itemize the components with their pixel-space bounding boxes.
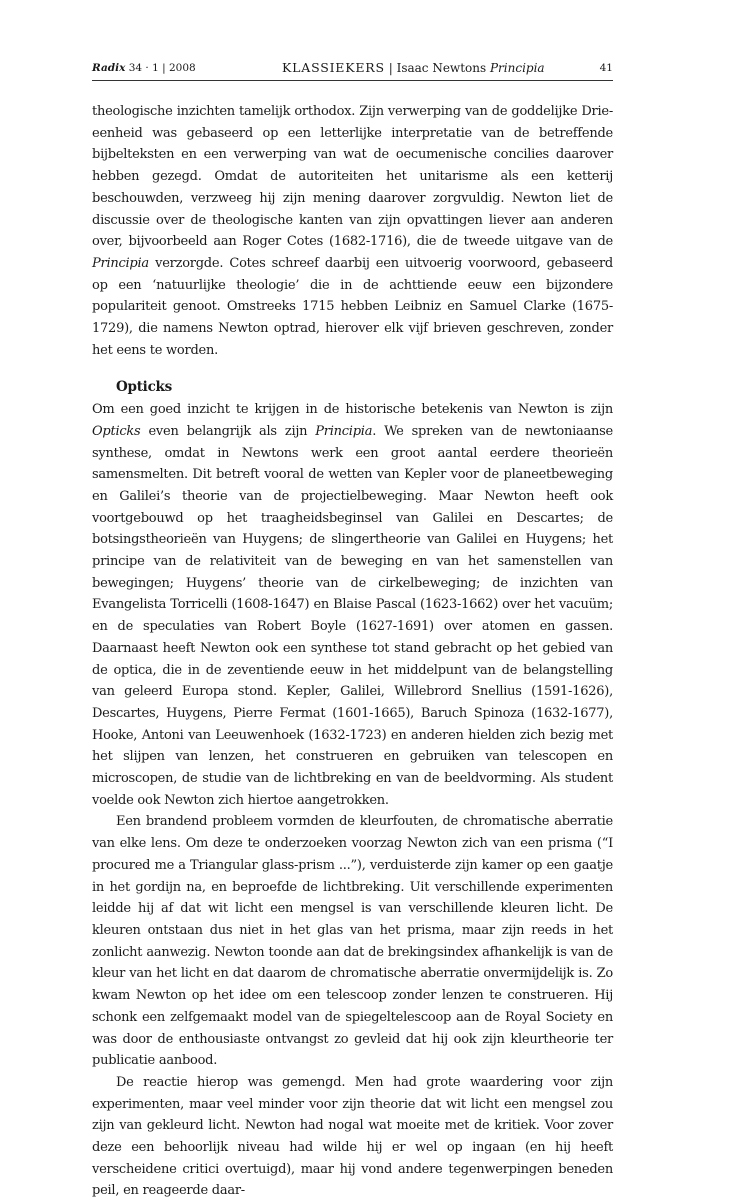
journal-name: Radix [92,62,126,74]
paragraph [92,399,613,811]
header-separator: | [388,61,393,75]
article-subtitle: Isaac Newtons [396,61,487,75]
page-number: 41 [599,62,613,74]
italic-title: Principia [315,423,373,439]
paragraph-text: even belangrijk als zijn [140,423,316,439]
paragraph-text: verzorgde. Cotes schreef daarbij een uitvoerig voorwoord, gebaseerd op een ‘natuurlijke theologie’ die in de achttiende eeuw een bijzondere populariteit genoot. Omstreeks 1715 hebben Leibniz en Samuel Clarke (1675-1729), die namens Newton optrad, hierover elk vijf brieven geschreven, zonder het eens te worden. [92,255,613,358]
section-title [282,60,545,75]
section-heading: Opticks [116,379,172,396]
article-subtitle-italic: Principia [489,61,545,75]
italic-title: Principia [92,255,149,271]
paragraph: De reactie hierop was gemengd. Men had grote waardering voor zijn experimenten, maar veel minder voor zijn theorie dat wit licht een mengsel zou zijn van gekleurd licht. Newton had nogal wat moeite met de kritiek. Voor zover deze een behoorlijk niveau had wilde hij er wel op ingaan (en hij heeft verscheidene critici overtuigd), maar hij vond andere tegenwerpingen beneden peil, en reageerde daar- [92,1074,613,1199]
paragraph-text: theologische inzichten tamelijk orthodox. Zijn verwerping van de goddelijke Drie-eenheid was gebaseerd op een letterlijke interpretatie van de betreffende bijbelteksten en een verwerping van wat de oecumenische concilies daarover hebben gezegd. Omdat de autoriteiten het unitarisme als een ketterij beschouwden, verzweeg hij zijn mening daarover zorgvuldig. Newton liet de discussie over de theologische kanten van zijn opvattingen liever aan anderen over, bijvoorbeeld aan Roger Cotes (1682-1716), die de tweede uitgave van de [92,104,613,250]
journal-issue: 34 · 1 | 2008 [128,62,196,74]
running-header [92,60,613,78]
paragraph [92,101,613,361]
paragraph-text: Om een goed inzicht te krijgen in de historische betekenis van Newton is zijn [92,402,613,418]
italic-title: Opticks [92,423,141,439]
journal-citation [92,62,196,74]
paragraph-text: . We spreken van de newtoniaanse synthese, omdat in Newtons werk een groot aantal eerdere theorieën samensmelten. Dit betreft vooral de wetten van Kepler voor de planeetbeweging en Galilei’s theorie van de projectielbeweging. Maar Newton heeft ook voortgebouwd op het traagheidsbeginsel van Galilei en Descartes; de botsingstheorieën van Huygens; de slingertheorie van Galilei en Huygens; het principe van de relativiteit van de beweging en van het samenstellen van bewegingen; Huygens’ theorie van de cirkelbeweging; de inzichten van Evangelista Torricelli (1608-1647) en Blaise Pascal (1623-1662) over het vacuüm; en de speculaties van Robert Boyle (1627-1691) over atomen en gassen. Daarnaast heeft Newton ook een synthese tot stand gebracht op het gebied van de optica, die in de zeventiende eeuw in het middelpunt van de belangstelling van geleerd Europa stond. Kepler, Galilei, Willebrord Snellius (1591-1626), Descartes, Huygens, Pierre Fermat (1601-1665), Baruch Spinoza (1632-1677), Hooke, Antoni van Leeuwenhoek (1632-1723) en anderen hielden zich bezig met het slijpen van lenzen, het construeren en gebruiken van telescopen en microscopen, de studie van de lichtbreking en van de beeldvorming. Als student voelde ook Newton zich hiertoe aangetrokken. [92,423,613,808]
header-rule [92,80,613,81]
paragraph: Een brandend probleem vormden de kleurfouten, de chromatische aberratie van elke lens. Om deze te onderzoeken voorzag Newton zich van een prisma (“I procured me a Triangular glass-prism ...”), verduisterde zijn kamer op een gaatje in het gordijn na, en beproefde de lichtbreking. Uit verschillende experimenten leidde hij af dat wit licht een mengsel is van verschillende kleuren licht. De kleuren ontstaan dus niet in het glas van het prisma, maar zijn reeds in het zonlicht aanwezig. Newton toonde aan dat de brekingsindex afhankelijk is van de kleur van het licht en dat daarom de chromatische aberratie onvermijdelijk is. Zo kwam Newton op het idee om een telescoop zonder lenzen te construeren. Hij schonk een zelfgemaakt model van de spiegeltelescoop aan de Royal Society en was door de enthousiaste ontvangst zo gevleid dat hij ook zijn kleurtheorie ter publicatie aanbood. [92,814,613,1069]
article-body [92,101,613,1202]
section-name: KLASSIEKERS [282,60,385,75]
